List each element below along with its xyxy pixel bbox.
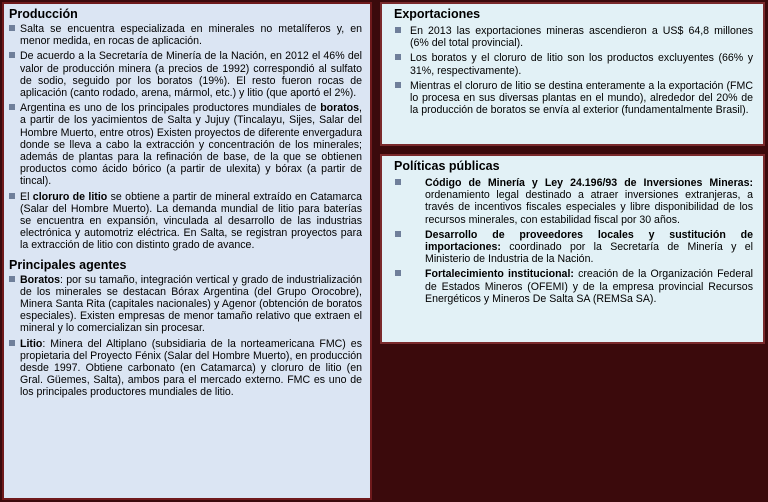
square-bullet-icon: [395, 54, 401, 60]
list-item: Boratos: por su tamaño, integración vertical y grado de industrialización de los minerales se destacan Bórax Argentina (del Grupo Orocobre), Minera Santa Rita (capitales nacionales) y Agenor (obtención de boratos especiales). Existen empresas de menor tamaño relativo que extraen el mineral y lo comercializan sin procesar.: [4, 274, 370, 335]
square-bullet-icon: [395, 270, 401, 276]
square-bullet-icon: [395, 179, 401, 185]
exportaciones-list: [382, 25, 763, 116]
list-item: Desarrollo de proveedores locales y sustitución de importaciones: coordinado por la Secretaría de Minería y el Ministerio de Industria de la Nación.: [382, 229, 763, 266]
agentes-list: [4, 274, 370, 399]
section-title-produccion: Producción: [9, 7, 78, 21]
section-title-politicas: Políticas públicas: [394, 159, 500, 173]
list-item: Mientras el cloruro de litio se destina enteramente a la exportación (FMC lo procesa en sus diversas plantas en el mundo), alrededor del 20% de la producción de boratos se envía al exterior (fundamentalmente Brasil).: [382, 80, 763, 117]
list-item: El cloruro de litio se obtiene a partir de mineral extraído en Catamarca (Salar del Hombre Muerto). La demanda mundial de litio para baterías se encuentra en expansión, vinculada al desarrollo de las industrias electrónica y automotriz eléctrica. En Salta, se registran proyectos para la extracción de litio con distinto grado de avance.: [4, 191, 370, 252]
exportaciones-panel: [380, 2, 765, 146]
square-bullet-icon: [9, 25, 15, 31]
square-bullet-icon: [395, 27, 401, 33]
square-bullet-icon: [395, 82, 401, 88]
list-item: Litio: Minera del Altiplano (subsidiaria de la norteamericana FMC) es propietaria del Proyecto Fénix (Salar del Hombre Muerto), en producción desde 1997. Obtiene carbonato (en Catamarca) y cloruro de litio (en Gral. Güemes, Salta), ambos para el mercado externo. FMC es uno de los principales productores mundiales de litio.: [4, 338, 370, 399]
list-item: Argentina es uno de los principales productores mundiales de boratos, a partir de los yacimientos de Salta y Jujuy (Tincalayu, Sijes, Salar del Hombre Muerto, entre otros) Existen proyectos de diferente envergadura donde se lleva a cabo la extracción y concentración de los minerales; además de plantas para la refinación de base, de la que se obtienen productos como ácido bórico (a partir de ulexita) y bórax (a partir de tincal).: [4, 102, 370, 187]
politicas-panel: [380, 154, 765, 344]
list-item: Fortalecimiento institucional: creación de la Organización Federal de Estados Mineros (OFEMI) y de la empresa provincial Recursos Energéticos y Mineros De Salta SA (REMSa SA).: [382, 268, 763, 305]
left-panel: [2, 2, 372, 500]
list-item: En 2013 las exportaciones mineras ascendieron a US$ 64,8 millones (6% del total provincial).: [382, 25, 763, 49]
section-title-agentes: Principales agentes: [9, 257, 127, 272]
background-area: [378, 346, 768, 502]
square-bullet-icon: [9, 52, 15, 58]
list-item: Los boratos y el cloruro de litio son los productos excluyentes (66% y 31%, respectivamente).: [382, 52, 763, 76]
square-bullet-icon: [9, 104, 15, 110]
square-bullet-icon: [9, 193, 15, 199]
square-bullet-icon: [9, 276, 15, 282]
square-bullet-icon: [395, 231, 401, 237]
list-item: De acuerdo a la Secretaría de Minería de la Nación, en 2012 el 46% del valor de producción minera (a precios de 1992) correspondió al sulfato de sodio, seguido por los boratos (19%). El resto fueron rocas de aplicación (canto rodado, arena, mármol, etc.) y litio (que aportó el 2%).: [4, 50, 370, 99]
produccion-list: [4, 23, 370, 252]
list-item: Salta se encuentra especializada en minerales no metalíferos y, en menor medida, en rocas de aplicación.: [4, 23, 370, 47]
list-item: Código de Minería y Ley 24.196/93 de Inversiones Mineras: ordenamiento legal destinado a atraer inversiones extranjeras, a través de incentivos fiscales especiales y libre disponibilidad de los recursos minerales, con estabilidad fiscal por 30 años.: [382, 177, 763, 226]
section-title-exportaciones: Exportaciones: [394, 7, 481, 21]
politicas-list: [382, 177, 763, 305]
square-bullet-icon: [9, 340, 15, 346]
